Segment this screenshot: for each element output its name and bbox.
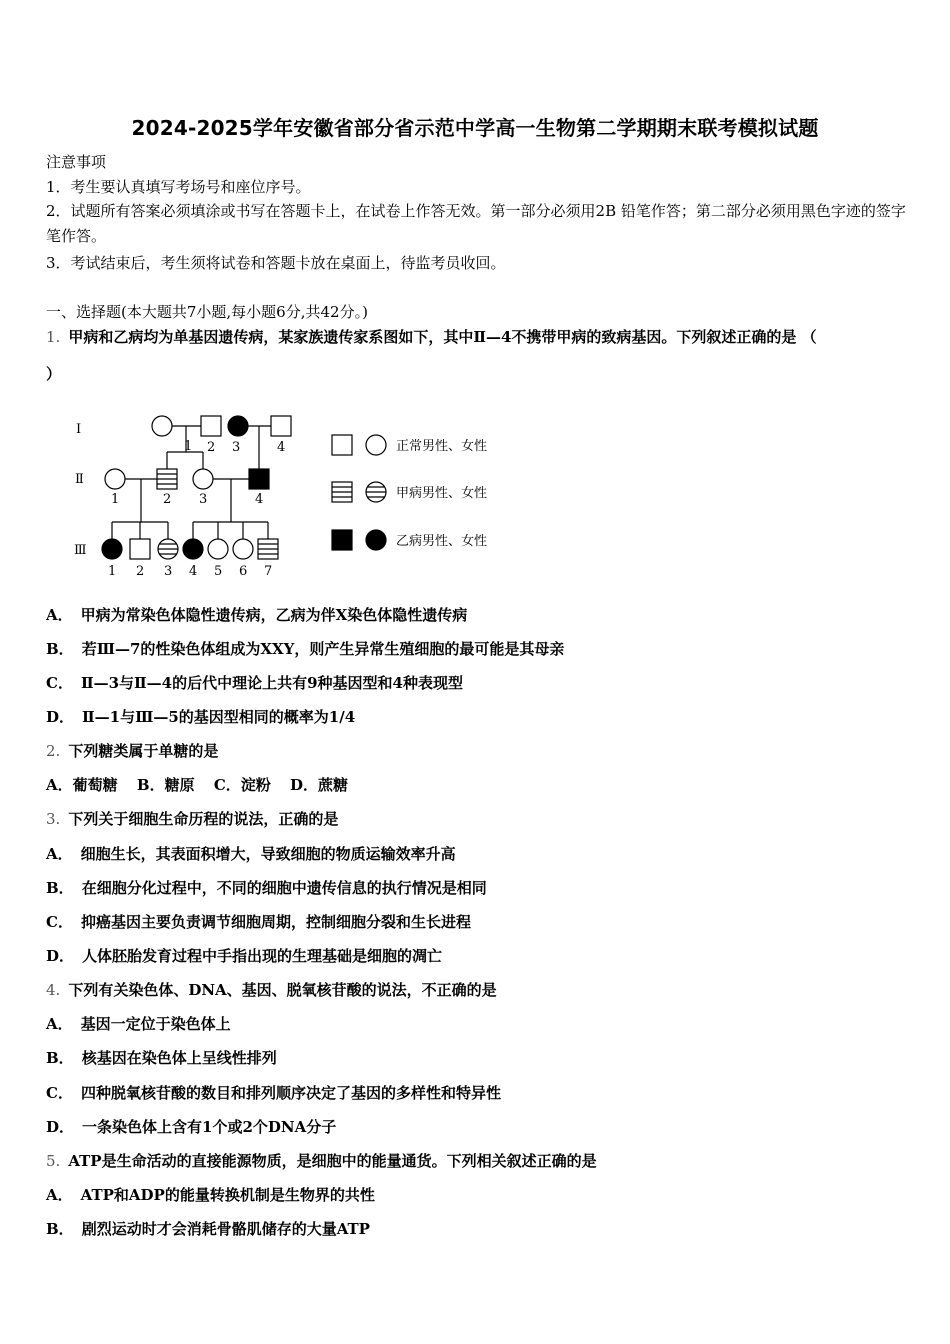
gen1-male-normal-4 bbox=[271, 416, 291, 436]
gen3-female-normal-6 bbox=[233, 539, 253, 559]
q1-option-b: B． 若Ⅲ—7的性染色体组成为XXY，则产生异常生殖细胞的最可能是其母亲 bbox=[46, 640, 565, 658]
notice-item-3: 3．考试结束后，考生须将试卷和答题卡放在桌面上，待监考员收回。 bbox=[46, 254, 506, 272]
q1-option-d: D． Ⅱ—1与Ⅲ—5的基因型相同的概率为1/4 bbox=[46, 708, 356, 726]
gen1-female-normal bbox=[152, 416, 172, 436]
section-heading: 一、选择题(本大题共7小题,每小题6分,共42分。) bbox=[46, 303, 368, 321]
gen3-number: 2 bbox=[136, 564, 145, 579]
notice-item-1: 1．考生要认真填写考场号和座位序号。 bbox=[46, 178, 311, 196]
q3-option-d: D． 人体胚胎发育过程中手指出现的生理基础是细胞的凋亡 bbox=[46, 947, 443, 965]
gen1-male-normal bbox=[201, 416, 221, 436]
gen3-number: 7 bbox=[264, 564, 273, 579]
gen2-number: 4 bbox=[255, 492, 264, 507]
gen3-number: 3 bbox=[164, 564, 173, 579]
legend-label-normal: 正常男性、女性 bbox=[396, 439, 488, 454]
gen3-number: 4 bbox=[189, 564, 198, 579]
gen2-male-disease-b bbox=[249, 469, 269, 489]
q4-option-c: C． 四种脱氧核苷酸的数目和排列顺序决定了基因的多样性和特异性 bbox=[46, 1084, 501, 1102]
notice-heading: 注意事项 bbox=[46, 153, 107, 171]
gen-label-1: Ⅰ bbox=[76, 422, 82, 437]
gen1-number: 4 bbox=[277, 440, 286, 455]
q1-option-a: A． 甲病为常染色体隐性遗传病，乙病为伴X染色体隐性遗传病 bbox=[46, 606, 468, 624]
gen-label-3: Ⅲ bbox=[74, 543, 87, 558]
gen3-female-normal-5 bbox=[208, 539, 228, 559]
legend-label-disease-b: 乙病男性、女性 bbox=[396, 534, 488, 549]
notice-item-2: 2．试题所有答案必须填涂或书写在答题卡上，在试卷上作答无效。第一部分必须用2B 铅笔作答；第二部分必须用黑色字迹的签字笔作答。 bbox=[46, 202, 906, 245]
q1-option-c: C． Ⅱ—3与Ⅱ—4的后代中理论上共有9种基因型和4种表现型 bbox=[46, 674, 463, 692]
pedigree-chart bbox=[60, 405, 510, 580]
question-stem: 甲病和乙病均为单基因遗传病，某家族遗传家系图如下，其中Ⅱ—4不携带甲病的致病基因。下列叙述正确的是 （ bbox=[68, 328, 817, 346]
question-number: 1. bbox=[46, 328, 61, 346]
q5-option-a: A． ATP和ADP的能量转换机制是生物界的共性 bbox=[46, 1186, 375, 1204]
legend-label-disease-a: 甲病男性、女性 bbox=[396, 486, 488, 501]
q3-option-a: A． 细胞生长，其表面积增大，导致细胞的物质运输效率升高 bbox=[46, 845, 456, 863]
gen1-number: 3 bbox=[232, 440, 241, 455]
gen2-number: 1 bbox=[111, 492, 120, 507]
question-2: 2. 下列糖类属于单糖的是 bbox=[46, 742, 219, 760]
legend-disease-b-male bbox=[332, 530, 352, 550]
gen2-female-normal bbox=[105, 469, 125, 489]
q2-options bbox=[46, 775, 362, 795]
q5-option-b: B． 剧烈运动时才会消耗骨骼肌储存的大量ATP bbox=[46, 1220, 370, 1238]
question-5: 5. ATP是生命活动的直接能源物质，是细胞中的能量通货。下列相关叙述正确的是 bbox=[46, 1152, 597, 1170]
gen3-male-normal-2 bbox=[130, 539, 150, 559]
gen3-female-disease-b-1 bbox=[102, 539, 122, 559]
gen1-number: 1 bbox=[184, 439, 193, 454]
gen3-female-disease-b-4 bbox=[183, 539, 203, 559]
gen2-number: 2 bbox=[163, 492, 172, 507]
q3-option-b: B． 在细胞分化过程中，不同的细胞中遗传信息的执行情况是相同 bbox=[46, 879, 487, 897]
q4-option-a: A． 基因一定位于染色体上 bbox=[46, 1015, 231, 1033]
gen1-number: 2 bbox=[207, 440, 216, 455]
q2-option-d: D．蔗糖 bbox=[290, 776, 349, 794]
question-1 bbox=[46, 327, 817, 347]
legend-normal-male bbox=[332, 435, 352, 455]
question-3: 3. 下列关于细胞生命历程的说法，正确的是 bbox=[46, 810, 339, 828]
q2-option-a: A．葡萄糖 bbox=[46, 776, 118, 794]
question-stem-continuation: ） bbox=[46, 365, 62, 383]
q4-option-b: B． 核基因在染色体上呈线性排列 bbox=[46, 1049, 277, 1067]
page-title: 2024-2025学年安徽省部分省示范中学高一生物第二学期期末联考模拟试题 bbox=[131, 116, 819, 140]
gen2-female-normal-3 bbox=[193, 469, 213, 489]
gen3-number: 1 bbox=[108, 564, 117, 579]
gen-label-2: Ⅱ bbox=[75, 472, 84, 487]
legend-normal-female bbox=[366, 435, 386, 455]
gen1-female-disease-b bbox=[228, 416, 248, 436]
gen2-number: 3 bbox=[199, 492, 208, 507]
q2-option-c: C．淀粉 bbox=[213, 776, 271, 794]
q3-option-c: C． 抑癌基因主要负责调节细胞周期，控制细胞分裂和生长进程 bbox=[46, 913, 471, 931]
question-4: 4. 下列有关染色体、DNA、基因、脱氧核苷酸的说法，不正确的是 bbox=[46, 981, 497, 999]
q4-option-d: D． 一条染色体上含有1个或2个DNA分子 bbox=[46, 1118, 337, 1136]
gen3-number: 5 bbox=[214, 564, 223, 579]
gen3-number: 6 bbox=[239, 564, 248, 579]
q2-option-b: B．糖原 bbox=[136, 776, 195, 794]
legend-disease-b-female bbox=[366, 530, 386, 550]
